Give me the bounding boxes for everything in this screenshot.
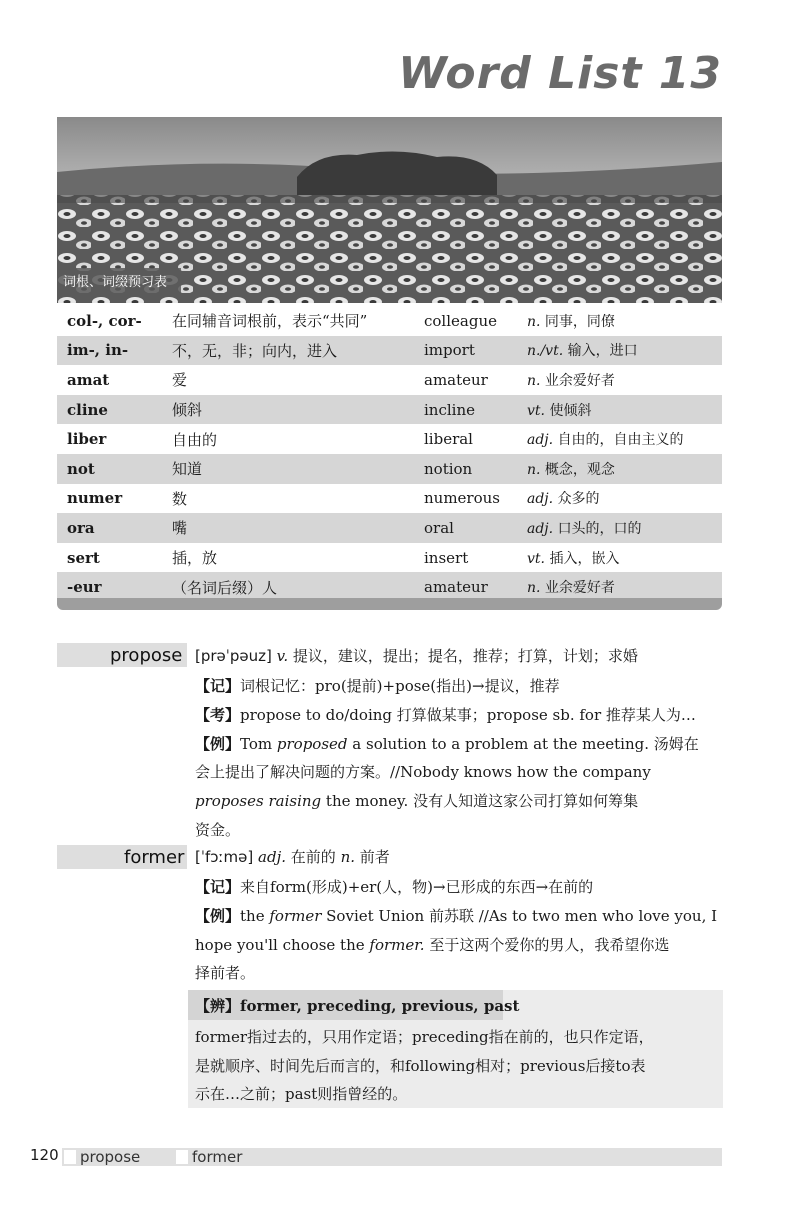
meaning-cell: 插，放 — [172, 549, 218, 568]
definition-cell: vt. 插入，嵌入 — [527, 550, 620, 567]
meaning-cell: 倾斜 — [172, 401, 203, 420]
example-cell: import — [424, 341, 475, 360]
root-cell: amat — [67, 370, 110, 389]
example-cell: incline — [424, 400, 475, 419]
table-row — [57, 336, 722, 366]
root-cell: not — [67, 459, 95, 478]
footer-marker — [176, 1150, 188, 1164]
definition-cell: adj. 口头的，口的 — [527, 520, 642, 537]
propose-example-line: 【例】Tom proposed a solution to a problem at the meeting. 汤姆在 — [195, 735, 699, 753]
example-cell: numerous — [424, 489, 500, 508]
table-row — [57, 484, 722, 514]
table-row — [57, 395, 722, 425]
example-cell: oral — [424, 518, 454, 537]
photo-caption: 词根、词缀预习表 — [57, 268, 181, 293]
example-cell: insert — [424, 548, 469, 567]
root-cell: im-, in- — [67, 341, 129, 360]
footer-marker — [64, 1150, 76, 1164]
example-cell: colleague — [424, 311, 497, 330]
distinction-title: 【辨】former, preceding, previous, past — [195, 997, 520, 1015]
page-number: 120 — [30, 1146, 59, 1164]
meaning-cell: 知道 — [172, 460, 203, 479]
page-title: Word List 13 — [398, 48, 722, 99]
example-cell: notion — [424, 459, 473, 478]
definition-cell: n. 业余爱好者 — [527, 580, 615, 597]
table-row — [57, 513, 722, 543]
meaning-cell: 数 — [172, 489, 188, 508]
propose-exam-line: 【考】propose to do/doing 打算做某事；propose sb. for 推荐某人为… — [195, 706, 696, 724]
propose-example-line: 资金。 — [195, 821, 241, 839]
distinction-line: former指过去的，只用作定语；preceding指在前的，也只作定语， — [195, 1028, 654, 1046]
definition: 提议，建议，提出；提名，推荐；打算，计划；求婚 — [292, 647, 638, 665]
table-row — [57, 306, 722, 336]
root-cell: ora — [67, 518, 95, 537]
root-cell: -eur — [67, 578, 102, 597]
footer-word: propose — [80, 1148, 141, 1166]
phonetic: [ˈfɔːmə] — [195, 848, 254, 866]
part-of-speech: adj. — [258, 848, 286, 866]
root-affix-table — [57, 306, 722, 602]
former-example-line: hope you'll choose the former. 至于这两个爱你的男人，我希望你选 — [195, 936, 670, 954]
former-example-line: 【例】the former Soviet Union 前苏联 //As to two men who love you, I — [195, 907, 718, 925]
propose-example-line: proposes raising the money. 没有人知道这家公司打算如何筹集 — [195, 792, 639, 810]
propose-example-line: 会上提出了解决问题的方案。//Nobody knows how the company — [195, 763, 651, 781]
definition-cell: vt. 使倾斜 — [527, 402, 592, 419]
definition: 前者 — [359, 848, 390, 866]
example-cell: amateur — [424, 370, 488, 389]
former-memory-line: 【记】来自form(形成)+er(人，物)→已形成的东西→在前的 — [195, 878, 594, 896]
table-row — [57, 365, 722, 395]
meaning-cell: 在同辅音词根前，表示“共同” — [172, 312, 368, 331]
definition-cell: n. 概念，观念 — [527, 461, 615, 478]
definition-cell: n. 业余爱好者 — [527, 372, 615, 389]
distinction-line: 是就顺序、时间先后而言的，和following相对；previous后接to表 — [195, 1057, 646, 1075]
former-definition-line — [195, 847, 390, 867]
phonetic: [prəˈpəuz] — [195, 647, 272, 665]
part-of-speech: n. — [340, 848, 356, 866]
headword-former: former — [124, 847, 185, 868]
distinction-line: 示在…之前；past则指曾经的。 — [195, 1085, 408, 1103]
definition-cell: adj. 自由的，自由主义的 — [527, 432, 684, 449]
meaning-cell: 不，无，非；向内，进入 — [172, 341, 338, 360]
table-row — [57, 424, 722, 454]
table-bottom-bar — [57, 598, 722, 610]
root-cell: numer — [67, 489, 123, 508]
table-row — [57, 454, 722, 484]
meaning-cell: （名词后缀）人 — [172, 578, 278, 597]
root-cell: cline — [67, 400, 108, 419]
part-of-speech: v. — [276, 647, 289, 665]
headword-propose: propose — [110, 645, 183, 666]
definition-cell: n. 同事，同僚 — [527, 313, 615, 330]
example-cell: liberal — [424, 430, 473, 449]
definition-cell: adj. 众多的 — [527, 491, 600, 508]
root-cell: col-, cor- — [67, 311, 142, 330]
meaning-cell: 嘴 — [172, 519, 188, 538]
root-cell: sert — [67, 548, 100, 567]
example-cell: amateur — [424, 578, 488, 597]
footer-bar — [62, 1148, 722, 1166]
former-example-line: 择前者。 — [195, 964, 256, 982]
propose-definition-line — [195, 646, 638, 666]
definition-cell: n./vt. 输入，进口 — [527, 343, 638, 360]
meaning-cell: 爱 — [172, 371, 188, 390]
propose-memory-line: 【记】词根记忆：pro(提前)+pose(指出)→提议，推荐 — [195, 677, 560, 695]
sunflower-field-image — [57, 117, 722, 303]
table-row — [57, 543, 722, 573]
meaning-cell: 自由的 — [172, 430, 218, 449]
page-footer — [30, 1146, 722, 1168]
footer-word: former — [192, 1148, 243, 1166]
root-cell: liber — [67, 430, 107, 449]
definition: 在前的 — [290, 848, 336, 866]
